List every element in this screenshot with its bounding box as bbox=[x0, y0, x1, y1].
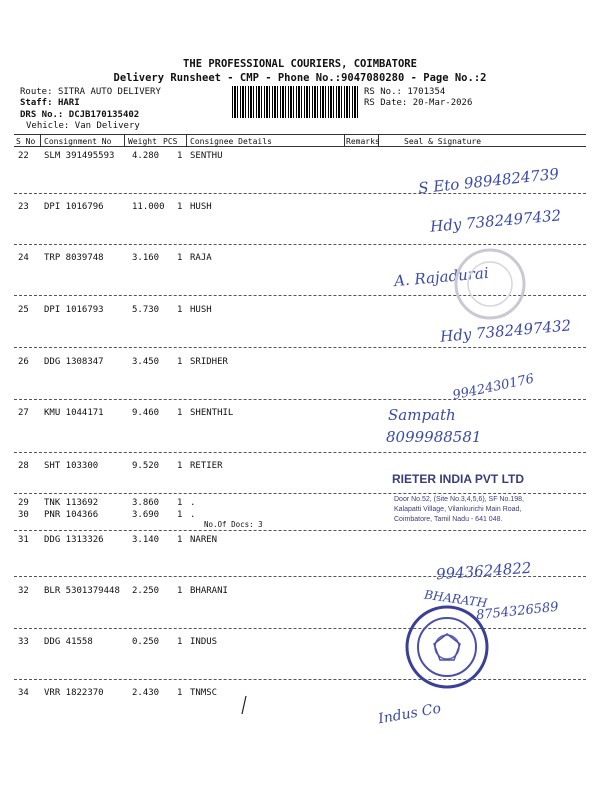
row-25-sno: 25 bbox=[18, 305, 29, 315]
row-29-pcs: 1 bbox=[177, 498, 183, 508]
route-line bbox=[20, 87, 161, 97]
row-31-consignment: DDG 1313326 bbox=[44, 535, 104, 545]
col-header-pcs: PCS bbox=[163, 137, 178, 146]
row-32-sno: 32 bbox=[18, 586, 29, 596]
row-33-consignee: INDUS bbox=[190, 637, 218, 647]
row-24-consignment: TRP 8039748 bbox=[44, 253, 104, 263]
row-33-consignment: DDG 41558 bbox=[44, 637, 93, 647]
signature-row-23: Hdy 7382497432 bbox=[429, 206, 562, 236]
row-29-consignee: . bbox=[190, 498, 196, 508]
col-divider bbox=[186, 135, 187, 146]
row-31-pcs: 1 bbox=[177, 535, 183, 545]
row-26-pcs: 1 bbox=[177, 357, 183, 367]
signature-row-31: 9943624822 bbox=[435, 558, 532, 584]
row-divider bbox=[14, 347, 586, 348]
row-30-consignee: . bbox=[190, 510, 196, 520]
col-divider bbox=[344, 135, 345, 146]
row-22-pcs: 1 bbox=[177, 151, 183, 161]
row-divider bbox=[14, 244, 586, 245]
row-divider bbox=[14, 530, 586, 531]
table-header-border bbox=[14, 146, 586, 147]
row-30-sno: 30 bbox=[18, 510, 29, 520]
row-30-weight: 3.690 bbox=[132, 510, 160, 520]
staff-value: HARI bbox=[57, 98, 80, 108]
row-26-consignment: DDG 1308347 bbox=[44, 357, 104, 367]
row-25-consignment: DPI 1016793 bbox=[44, 305, 104, 315]
row-27-consignment: KMU 1044171 bbox=[44, 408, 104, 418]
row-26-consignee: SRIDHER bbox=[190, 357, 228, 367]
row-28-consignee: RETIER bbox=[190, 461, 223, 471]
row-34-weight: 2.430 bbox=[132, 688, 160, 698]
row-34-consignment: VRR 1822370 bbox=[44, 688, 104, 698]
signature-row-27-phone: 8099988581 bbox=[386, 428, 482, 446]
row-33-pcs: 1 bbox=[177, 637, 183, 647]
vehicle-value: Van Delivery bbox=[74, 121, 140, 131]
row-23-weight: 11.000 bbox=[132, 202, 165, 212]
row-34-pcs: 1 bbox=[177, 688, 183, 698]
col-header-sno: S No bbox=[16, 137, 36, 146]
company-stamp-address-3: Coimbatore, Tamil Nadu - 641 048. bbox=[394, 516, 503, 523]
col-header-consignment: Consignment No bbox=[44, 137, 112, 146]
signature-row-24: A. Rajadurai bbox=[393, 263, 490, 291]
company-stamp-name: RIETER INDIA PVT LTD bbox=[392, 472, 524, 486]
row-33-sno: 33 bbox=[18, 637, 29, 647]
drs-value: DCJB170135402 bbox=[68, 110, 140, 120]
row-22-sno: 22 bbox=[18, 151, 29, 161]
row-24-weight: 3.160 bbox=[132, 253, 160, 263]
row-28-consignment: SHT 103300 bbox=[44, 461, 99, 471]
no-of-docs: No.Of Docs: 3 bbox=[204, 520, 263, 529]
staff-label: Staff: bbox=[20, 98, 53, 108]
row-30-consignment: PNR 104366 bbox=[44, 510, 99, 520]
signature-row-26: 9942430176 bbox=[451, 371, 536, 404]
col-header-seal: Seal & Signature bbox=[404, 137, 482, 146]
rs-number: RS No.: 1701354 bbox=[364, 87, 446, 97]
signature-row-25: Hdy 7382497432 bbox=[439, 316, 572, 346]
row-28-weight: 9.520 bbox=[132, 461, 160, 471]
pen-mark bbox=[238, 694, 250, 716]
col-divider bbox=[40, 135, 41, 146]
col-divider bbox=[124, 135, 125, 146]
row-22-consignee: SENTHU bbox=[190, 151, 223, 161]
col-header-consignee: Consignee Details bbox=[190, 137, 272, 146]
row-27-weight: 9.460 bbox=[132, 408, 160, 418]
row-divider bbox=[14, 193, 586, 194]
col-header-remarks: Remarks bbox=[346, 137, 380, 146]
row-divider bbox=[14, 493, 586, 494]
table-top-border bbox=[14, 134, 586, 135]
company-stamp-address-2: Kalapatti Village, Vilankurichi Main Road, bbox=[394, 506, 522, 513]
signature-row-22: S Eto 9894824739 bbox=[417, 164, 560, 198]
signature-row-32-phone: 8754326589 bbox=[475, 599, 560, 624]
route-value: SITRA AUTO DELIVERY bbox=[57, 87, 161, 97]
signature-row-34: Indus Co bbox=[377, 700, 443, 728]
row-31-consignee: NAREN bbox=[190, 535, 218, 545]
col-header-weight: Weight bbox=[128, 137, 157, 146]
row-27-pcs: 1 bbox=[177, 408, 183, 418]
row-32-pcs: 1 bbox=[177, 586, 183, 596]
row-34-sno: 34 bbox=[18, 688, 29, 698]
signature-row-32-name: BHARATH bbox=[423, 587, 489, 611]
row-24-consignee: RAJA bbox=[190, 253, 212, 263]
row-31-sno: 31 bbox=[18, 535, 29, 545]
row-26-weight: 3.450 bbox=[132, 357, 160, 367]
company-stamp-address-1: Door No.52, (Site No.3,4,5,6), SF No.198, bbox=[394, 496, 524, 503]
row-27-consignee: SHENTHIL bbox=[190, 408, 234, 418]
row-25-weight: 5.730 bbox=[132, 305, 160, 315]
barcode bbox=[232, 86, 360, 118]
row-34-consignee: TNMSC bbox=[190, 688, 218, 698]
row-22-weight: 4.280 bbox=[132, 151, 160, 161]
drs-line bbox=[20, 110, 139, 120]
row-28-pcs: 1 bbox=[177, 461, 183, 471]
row-divider bbox=[14, 628, 586, 629]
staff-line bbox=[20, 98, 80, 108]
row-23-consignee: HUSH bbox=[190, 202, 212, 212]
row-25-consignee: HUSH bbox=[190, 305, 212, 315]
row-23-consignment: DPI 1016796 bbox=[44, 202, 104, 212]
row-29-sno: 29 bbox=[18, 498, 29, 508]
row-24-pcs: 1 bbox=[177, 253, 183, 263]
row-32-consignee: BHARANI bbox=[190, 586, 228, 596]
row-divider bbox=[14, 452, 586, 453]
drs-label: DRS No.: bbox=[20, 110, 64, 120]
row-24-sno: 24 bbox=[18, 253, 29, 263]
row-32-weight: 2.250 bbox=[132, 586, 160, 596]
row-22-consignment: SLM 391495593 bbox=[44, 151, 115, 161]
signature-row-27-name: Sampath bbox=[388, 406, 456, 424]
vehicle-label: Vehicle: bbox=[26, 121, 70, 131]
row-divider bbox=[14, 399, 586, 400]
route-label: Route: bbox=[20, 87, 53, 97]
document-subtitle: Delivery Runsheet - CMP - Phone No.:9047080280 - Page No.:2 bbox=[113, 72, 487, 84]
row-33-weight: 0.250 bbox=[132, 637, 160, 647]
faint-round-stamp bbox=[452, 246, 528, 322]
rs-date: RS Date: 20-Mar-2026 bbox=[364, 98, 473, 108]
row-30-pcs: 1 bbox=[177, 510, 183, 520]
row-27-sno: 27 bbox=[18, 408, 29, 418]
row-26-sno: 26 bbox=[18, 357, 29, 367]
row-31-weight: 3.140 bbox=[132, 535, 160, 545]
row-23-sno: 23 bbox=[18, 202, 29, 212]
row-23-pcs: 1 bbox=[177, 202, 183, 212]
row-28-sno: 28 bbox=[18, 461, 29, 471]
round-seal-stamp bbox=[404, 604, 490, 690]
row-29-consignment: TNK 113692 bbox=[44, 498, 99, 508]
row-divider bbox=[14, 679, 586, 680]
row-25-pcs: 1 bbox=[177, 305, 183, 315]
row-29-weight: 3.860 bbox=[132, 498, 160, 508]
document-title: THE PROFESSIONAL COURIERS, COIMBATORE bbox=[183, 58, 417, 70]
vehicle-line bbox=[26, 121, 140, 131]
row-32-consignment: BLR 5301379448 bbox=[44, 586, 120, 596]
